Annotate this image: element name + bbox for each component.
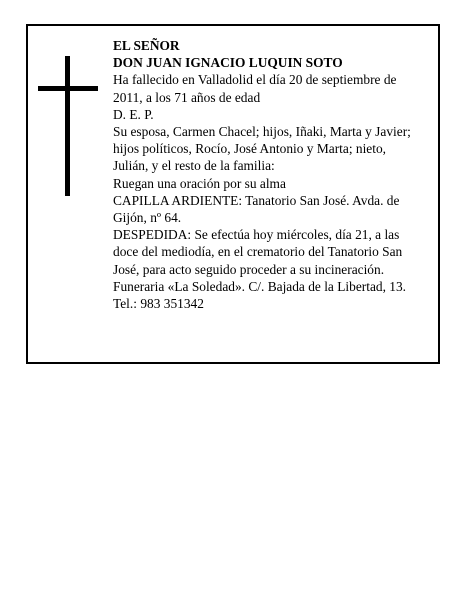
heading-title: EL SEÑOR <box>113 38 180 53</box>
death-info: Ha fallecido en Valladolid el día 20 de septiembre de 2011, a los 71 años de edad <box>113 72 397 105</box>
cross-horizontal-bar <box>38 86 98 91</box>
deceased-name: DON JUAN IGNACIO LUQUIN SOTO <box>113 55 343 71</box>
phone-number: Tel.: 983 351342 <box>113 296 204 312</box>
dep-text: D. E. P. <box>113 106 154 122</box>
farewell-info: DESPEDIDA: Se efectúa hoy miércoles, día 21, a las doce del mediodía, en el crematorio del Tanatorio San José, para acto seguido proceder a su incineración. <box>113 227 403 277</box>
chapel-info: CAPILLA ARDIENTE: Tanatorio San José. Avda. de Gijón, nº 64. <box>113 192 400 226</box>
prayer-request: Ruegan una oración por su alma <box>113 175 286 191</box>
family-list: Su esposa, Carmen Chacel; hijos, Iñaki, Marta y Javier; hijos políticos, Rocío, José Antonio y Marta; nieto, Julián, y el resto de la familia: <box>113 124 411 174</box>
funeral-home: Funeraria «La Soledad». C/. Bajada de la Libertad, 13. <box>113 278 407 294</box>
obituary-text <box>113 37 419 312</box>
cross-vertical-bar <box>65 56 70 196</box>
